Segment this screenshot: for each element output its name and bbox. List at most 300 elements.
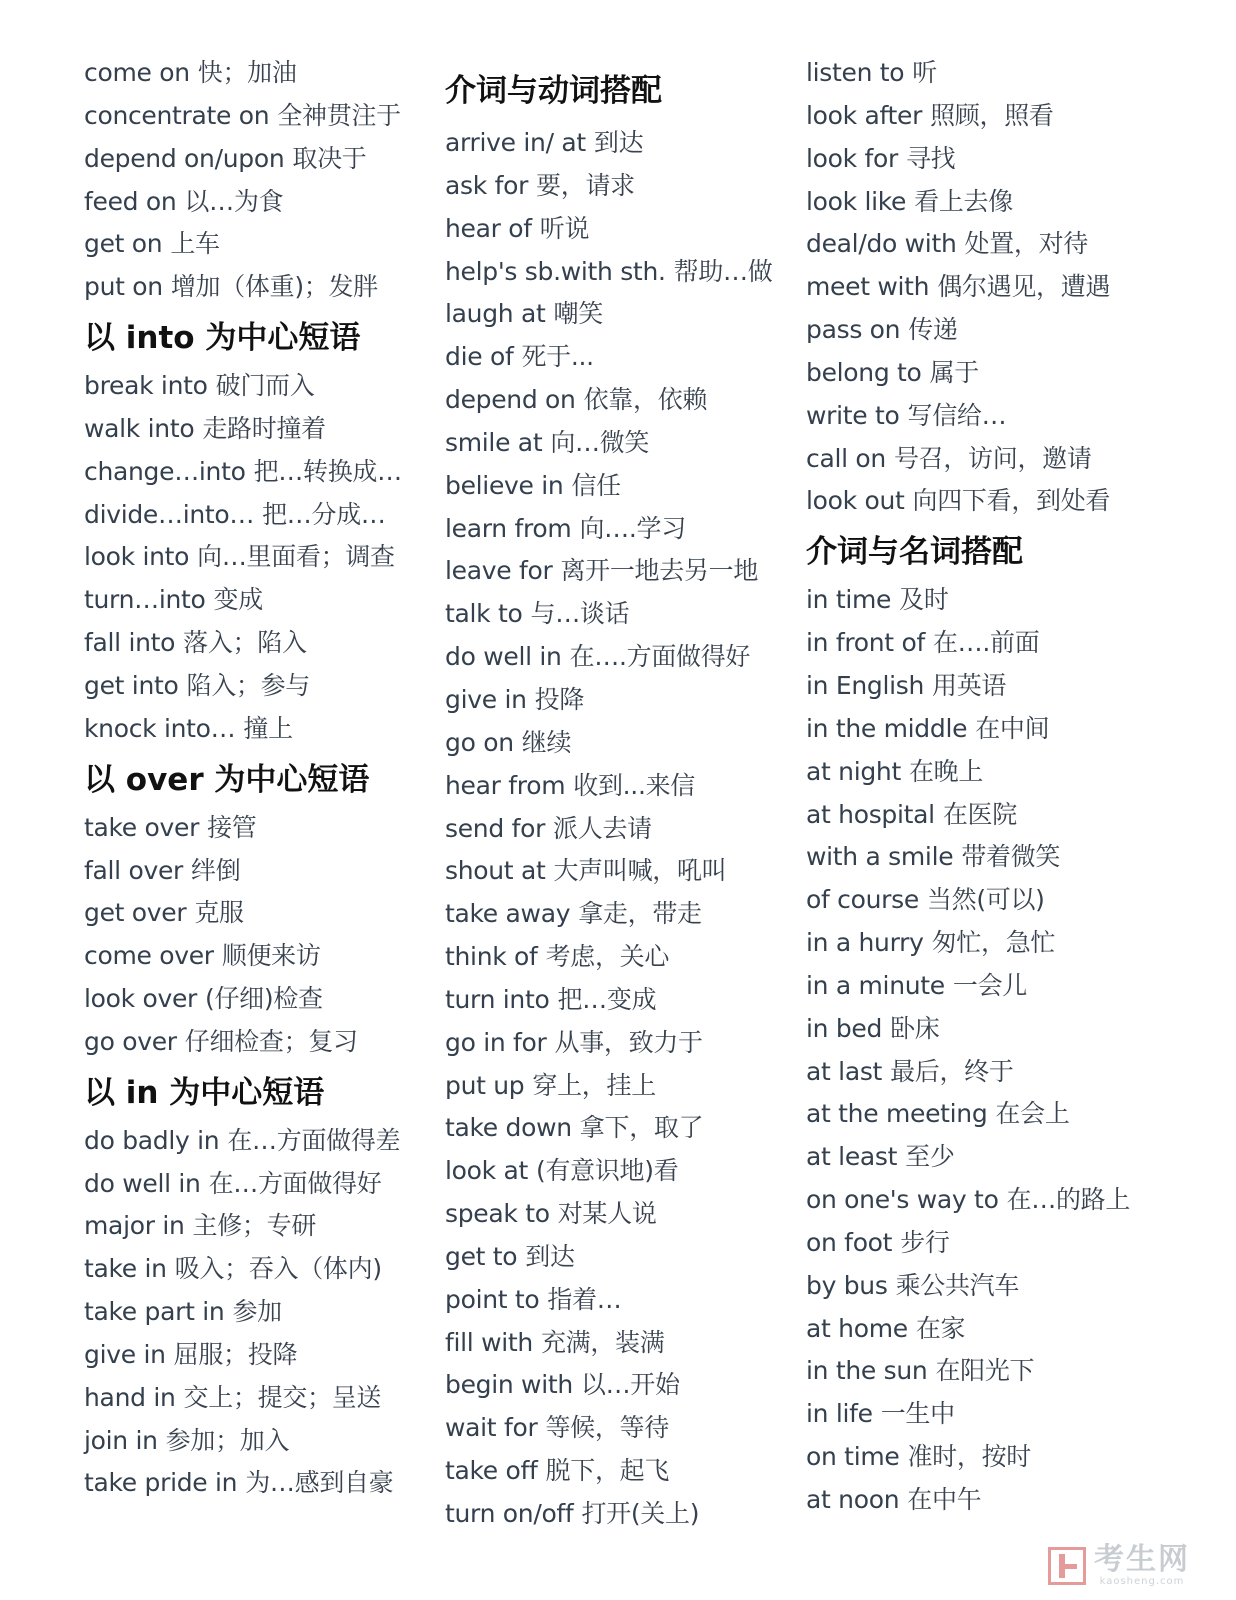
phrase-english: look like [806, 186, 907, 216]
phrase-english: break into [84, 371, 208, 401]
phrase-item [445, 208, 795, 251]
phrase-english: get over [84, 898, 187, 928]
phrase-english: turn…into [84, 585, 206, 615]
phrase-item [84, 1291, 434, 1334]
phrase-chinese: 在阳光下 [935, 1356, 1035, 1386]
phrase-item [445, 122, 795, 165]
phrase-english: in front of [806, 628, 925, 658]
phrase-item [806, 708, 1206, 751]
phrase-english: change…into [84, 456, 246, 486]
phrase-item [84, 266, 434, 309]
phrase-english: talk to [445, 599, 523, 629]
phrase-english: believe in [445, 470, 564, 500]
phrase-english: deal/do with [806, 229, 957, 259]
phrase-item [806, 965, 1206, 1008]
phrase-english: take over [84, 812, 200, 842]
phrase-english: smile at [445, 427, 543, 457]
phrase-chinese: 及时 [899, 585, 949, 615]
phrase-english: point to [445, 1284, 540, 1314]
phrase-english: depend on/upon [84, 143, 285, 173]
phrase-item [84, 1334, 434, 1377]
phrase-item [84, 978, 434, 1021]
phrase-item [445, 1107, 795, 1150]
phrase-english: learn from [445, 513, 572, 543]
phrase-english: leave for [445, 556, 553, 586]
phrase-item [806, 665, 1206, 708]
phrase-chinese: 在医院 [942, 799, 1017, 829]
phrase-item [445, 1493, 795, 1536]
phrase-item [445, 336, 795, 379]
phrase-chinese: 匆忙，急忙 [931, 928, 1056, 958]
phrase-chinese: 在…的路上 [1006, 1185, 1131, 1215]
phrase-english: in bed [806, 1013, 883, 1043]
phrase-chinese: 等候，等待 [545, 1413, 669, 1443]
phrase-english: on time [806, 1442, 900, 1472]
phrase-item [806, 395, 1206, 438]
phrase-chinese: 向四下看，到处看 [912, 486, 1111, 516]
phrase-english: at hospital [806, 799, 935, 829]
phrase-english: shout at [445, 856, 546, 886]
phrase-chinese: 仔细检查；复习 [184, 1026, 358, 1056]
phrase-chinese: 以…开始 [580, 1370, 680, 1400]
phrase-item [445, 1364, 795, 1407]
phrase-item [806, 266, 1206, 309]
phrase-item [445, 1450, 795, 1493]
phrase-chinese: 看上去像 [914, 186, 1013, 216]
phrase-english: hear of [445, 213, 532, 243]
phrase-chinese: 最后，终于 [890, 1056, 1014, 1086]
phrase-chinese: 听说 [539, 213, 590, 243]
phrase-chinese: 在….方面做得好 [569, 642, 751, 672]
phrase-english: pass on [806, 315, 901, 345]
phrase-item [806, 1393, 1206, 1436]
phrase-english: take down [445, 1113, 572, 1143]
phrase-english: in English [806, 670, 925, 700]
phrase-english: concentrate on [84, 100, 270, 130]
phrase-chinese: 到达 [525, 1241, 575, 1271]
phrase-chinese: 快；加油 [197, 58, 297, 87]
phrase-item [806, 480, 1206, 523]
phrase-chinese: 号召，访问，邀请 [893, 443, 1092, 473]
phrase-item [84, 408, 434, 451]
phrase-chinese: 属于 [929, 357, 979, 387]
phrase-english: belong to [806, 357, 922, 387]
phrase-item [806, 438, 1206, 481]
phrase-item [84, 850, 434, 893]
phrase-item [806, 95, 1206, 138]
phrase-item [806, 1479, 1206, 1522]
phrase-chinese: 以…为食 [184, 186, 284, 216]
phrase-chinese: 卧床 [890, 1013, 940, 1043]
phrase-chinese: 处置，对待 [964, 229, 1089, 259]
phrase-chinese: 把…转换成… [253, 456, 402, 486]
phrase-english: at noon [806, 1485, 900, 1514]
phrase-item [84, 138, 434, 181]
section-heading: 介词与动词搭配 [445, 73, 662, 109]
phrase-chinese: 要，请求 [536, 170, 635, 200]
phrase-item [84, 494, 434, 537]
phrase-english: write to [806, 400, 900, 430]
phrase-chinese: 把…分成… [262, 499, 386, 529]
phrase-item [445, 850, 795, 893]
phrase-item [445, 251, 795, 294]
phrase-item [806, 352, 1206, 395]
watermark-logo-icon [1048, 1547, 1086, 1585]
phrase-chinese: 向…微笑 [550, 427, 650, 457]
phrase-chinese: 帮助…做 [673, 256, 773, 286]
section-heading: 以 in 为中心短语 [84, 1074, 325, 1111]
phrase-chinese: 大声叫喊，吼叫 [553, 856, 727, 886]
phrase-english: in a minute [806, 970, 945, 1000]
phrase-item [84, 365, 434, 408]
phrase-chinese: 听 [912, 58, 937, 87]
section-heading: 以 into 为中心短语 [84, 320, 361, 357]
phrase-chinese: 与…谈话 [530, 599, 630, 629]
phrase-chinese: 带着微笑 [961, 842, 1061, 872]
phrase-item [445, 679, 795, 722]
phrase-chinese: 对某人说 [557, 1199, 657, 1229]
phrase-english: begin with [445, 1370, 573, 1400]
phrase-english: get on [84, 229, 163, 259]
phrase-item [84, 807, 434, 850]
section-heading: 以 over 为中心短语 [84, 761, 370, 798]
phrase-english: fall into [84, 628, 176, 658]
phrase-item [84, 1248, 434, 1291]
phrase-english: at least [806, 1142, 898, 1172]
phrase-chinese: 到达 [593, 128, 644, 157]
phrase-item [806, 52, 1206, 95]
phrase-item [445, 1193, 795, 1236]
phrase-item [84, 622, 434, 665]
phrase-item [806, 138, 1206, 181]
phrase-english: at last [806, 1056, 883, 1086]
phrase-item [445, 293, 795, 336]
phrase-chinese: 一会儿 [952, 970, 1027, 1000]
phrase-item [84, 95, 434, 138]
phrase-english: look for [806, 143, 898, 173]
phrase-english: go on [445, 727, 514, 757]
phrase-chinese: 嘲笑 [553, 299, 603, 329]
phrase-english: put up [445, 1070, 525, 1100]
phrase-english: in life [806, 1399, 873, 1429]
phrase-chinese: 偶尔遇见，遭遇 [937, 272, 1111, 302]
phrase-english: on one's way to [806, 1185, 999, 1215]
phrase-item [84, 1120, 434, 1163]
phrase-item [806, 879, 1206, 922]
phrase-chinese: 在…方面做得好 [208, 1168, 382, 1198]
phrase-english: take off [445, 1456, 538, 1486]
watermark [1048, 1544, 1190, 1588]
phrase-chinese: 至少 [905, 1142, 955, 1172]
phrase-chinese: 向….学习 [579, 513, 686, 543]
phrase-chinese: 参加；加入 [165, 1425, 290, 1455]
phrase-english: give in [84, 1339, 166, 1369]
phrase-chinese: 打开(关上) [581, 1499, 700, 1528]
phrase-item [806, 1136, 1206, 1179]
phrase-english: look out [806, 486, 905, 516]
phrase-english: send for [445, 813, 546, 843]
phrase-item [84, 451, 434, 494]
phrase-chinese: 主修；专研 [192, 1211, 317, 1241]
phrase-item [84, 1021, 434, 1064]
phrase-chinese: 在….前面 [932, 628, 1040, 658]
phrase-chinese: 指着… [547, 1284, 622, 1314]
phrase-english: take in [84, 1254, 167, 1284]
phrase-english: get to [445, 1241, 518, 1271]
phrase-chinese: 屈服；投降 [173, 1339, 298, 1369]
phrase-chinese: 信任 [571, 470, 621, 500]
phrase-english: in time [806, 585, 892, 615]
phrase-english: fill with [445, 1327, 533, 1357]
phrase-item [84, 892, 434, 935]
phrase-item [806, 1093, 1206, 1136]
phrase-item [806, 181, 1206, 224]
phrase-chinese: 拿走，带走 [578, 899, 702, 929]
phrase-item [806, 1222, 1206, 1265]
phrase-chinese: 收到...来信 [573, 770, 695, 800]
phrase-english: hand in [84, 1382, 176, 1412]
phrase-english: look at [445, 1156, 528, 1186]
phrase-english: major in [84, 1211, 185, 1241]
phrase-item [445, 722, 795, 765]
phrase-chinese: 在家 [915, 1313, 966, 1343]
phrase-english: at home [806, 1313, 908, 1343]
phrase-english: listen to [806, 58, 905, 87]
phrase-chinese: 上车 [170, 229, 220, 259]
phrase-item [84, 536, 434, 579]
phrase-english: wait for [445, 1413, 538, 1443]
phrase-chinese: 死于... [521, 342, 594, 372]
phrase-item [445, 979, 795, 1022]
phrase-item [806, 223, 1206, 266]
phrase-item [84, 935, 434, 978]
phrase-item [445, 893, 795, 936]
phrase-chinese: 落入；陷入 [183, 628, 307, 658]
phrase-item [806, 794, 1206, 837]
phrase-chinese: 考虑，关心 [545, 942, 670, 972]
watermark-text: 考生网 [1094, 1542, 1190, 1577]
phrase-chinese: 在中间 [975, 713, 1050, 743]
phrase-chinese: 离开一地去另一地 [560, 556, 759, 586]
phrase-chinese: 变成 [213, 585, 263, 615]
phrase-chinese: 乘公共汽车 [895, 1270, 1020, 1300]
phrase-chinese: 依靠，依赖 [583, 385, 708, 415]
phrase-item [84, 223, 434, 266]
phrase-item [445, 1279, 795, 1322]
phrase-english: come over [84, 941, 214, 971]
phrase-item [445, 1407, 795, 1450]
phrase-chinese: 增加（体重)；发胖 [170, 272, 378, 302]
phrase-item [84, 1377, 434, 1420]
phrase-chinese: 穿上，挂上 [532, 1070, 656, 1100]
phrase-chinese: 从事，致力于 [554, 1027, 703, 1057]
phrase-english: get into [84, 670, 179, 700]
phrase-chinese: 准时，按时 [907, 1442, 1031, 1472]
phrase-item [806, 751, 1206, 794]
phrase-item [445, 165, 795, 208]
phrase-english: go over [84, 1026, 177, 1056]
phrase-chinese: 步行 [900, 1227, 950, 1257]
phrase-english: do well in [84, 1168, 201, 1198]
phrase-english: take part in [84, 1297, 225, 1327]
phrase-english: take pride in [84, 1468, 238, 1498]
phrase-item [445, 593, 795, 636]
phrase-english: in the middle [806, 713, 968, 743]
phrase-english: think of [445, 942, 538, 972]
phrase-english: look into [84, 542, 190, 572]
phrase-item [806, 1350, 1206, 1393]
phrase-chinese: 顺便来访 [221, 941, 321, 971]
phrase-chinese: 投降 [534, 684, 585, 714]
phrase-english: turn on/off [445, 1499, 574, 1528]
phrase-english: help's sb.with sth. [445, 256, 666, 286]
phrase-chinese: 破门而入 [215, 371, 315, 401]
phrase-english: put on [84, 272, 163, 302]
phrase-item [84, 579, 434, 622]
phrase-english: by bus [806, 1270, 888, 1300]
phrase-english: join in [84, 1425, 158, 1455]
phrase-english: fall over [84, 855, 184, 885]
phrase-chinese: 写信给… [907, 400, 1007, 430]
phrase-item [84, 181, 434, 224]
phrase-item [806, 1051, 1206, 1094]
phrase-english: look after [806, 100, 923, 130]
section-heading: 介词与名词搭配 [806, 534, 1023, 571]
phrase-english: come on [84, 58, 190, 87]
phrase-chinese: 参加 [232, 1297, 282, 1327]
phrase-item [445, 936, 795, 979]
phrase-english: on foot [806, 1227, 893, 1257]
phrase-item [84, 665, 434, 708]
phrase-item [445, 765, 795, 808]
phrase-chinese: 照顾，照看 [930, 100, 1054, 130]
phrase-english: divide…into… [84, 499, 255, 529]
phrase-item [445, 1236, 795, 1279]
phrase-item [445, 1065, 795, 1108]
phrase-item [806, 1436, 1206, 1479]
phrase-chinese: 取决于 [292, 143, 367, 173]
phrase-chinese: 充满，装满 [540, 1327, 665, 1357]
phrase-chinese: 在中午 [907, 1485, 982, 1514]
phrase-english: knock into… [84, 713, 236, 743]
phrase-item [806, 922, 1206, 965]
phrase-english: call on [806, 443, 886, 473]
phrase-chinese: 在…方面做得差 [227, 1125, 401, 1155]
phrase-english: go in for [445, 1027, 547, 1057]
phrase-item [84, 52, 434, 95]
phrase-english: feed on [84, 186, 177, 216]
phrase-item [445, 636, 795, 679]
phrase-chinese: 为…感到自豪 [245, 1468, 394, 1498]
phrase-item [84, 1163, 434, 1206]
phrase-item [806, 309, 1206, 352]
phrase-chinese: 继续 [521, 727, 572, 757]
phrase-chinese: 一生中 [880, 1399, 955, 1429]
phrase-chinese: 向…里面看；调查 [197, 542, 395, 572]
phrase-item [445, 1322, 795, 1365]
phrase-english: arrive in/ at [445, 128, 586, 157]
phrase-english: turn into [445, 984, 550, 1014]
phrase-english: do badly in [84, 1125, 220, 1155]
phrase-item [445, 808, 795, 851]
phrase-item [806, 622, 1206, 665]
phrase-chinese: 把…变成 [557, 984, 657, 1014]
phrase-chinese: (有意识地)看 [535, 1156, 679, 1186]
phrase-chinese: 用英语 [932, 670, 1007, 700]
phrase-item [84, 1205, 434, 1248]
phrase-item [806, 836, 1206, 879]
column-1 [84, 52, 434, 1505]
phrase-english: at the meeting [806, 1099, 988, 1129]
phrase-item [445, 379, 795, 422]
phrase-item [806, 1179, 1206, 1222]
phrase-chinese: 陷入；参与 [186, 670, 311, 700]
phrase-chinese: 在晚上 [908, 756, 984, 786]
phrase-english: die of [445, 342, 514, 372]
phrase-chinese: 当然(可以) [926, 885, 1045, 915]
phrase-english: take away [445, 899, 571, 929]
watermark-url: kaosheng.com [1099, 1576, 1185, 1587]
phrase-english: look over [84, 984, 198, 1014]
phrase-english: depend on [445, 385, 576, 415]
phrase-chinese: 接管 [207, 812, 257, 842]
phrase-item [84, 1420, 434, 1463]
phrase-chinese: 克服 [194, 898, 244, 928]
phrase-chinese: 绊倒 [191, 855, 241, 885]
phrase-english: do well in [445, 642, 562, 672]
phrase-english: with a smile [806, 842, 954, 872]
phrase-item [84, 1462, 434, 1505]
phrase-item [445, 550, 795, 593]
phrase-item [806, 1008, 1206, 1051]
phrase-english: walk into [84, 413, 195, 443]
phrase-english: laugh at [445, 299, 546, 329]
phrase-english: of course [806, 885, 919, 915]
phrase-chinese: 吸入；吞入（体内) [174, 1254, 382, 1284]
phrase-chinese: 脱下，起飞 [545, 1456, 670, 1486]
phrase-chinese: 寻找 [905, 143, 956, 173]
phrase-chinese: 交上；提交；呈送 [183, 1382, 382, 1412]
phrase-english: give in [445, 684, 527, 714]
phrase-chinese: 撞上 [243, 713, 293, 743]
phrase-item [445, 508, 795, 551]
phrase-english: in the sun [806, 1356, 928, 1386]
column-2 [445, 52, 795, 1536]
phrase-english: speak to [445, 1199, 550, 1229]
phrase-item [445, 1150, 795, 1193]
phrase-chinese: 传递 [908, 315, 958, 345]
column-3 [806, 52, 1206, 1522]
phrase-chinese: 全神贯注于 [277, 100, 401, 130]
phrase-item [445, 1022, 795, 1065]
phrase-english: hear from [445, 770, 566, 800]
phrase-english: at night [806, 756, 901, 786]
phrase-english: ask for [445, 170, 529, 200]
phrase-item [445, 465, 795, 508]
phrase-chinese: 派人去请 [553, 813, 652, 843]
phrase-chinese: 拿下，取了 [579, 1113, 704, 1143]
phrase-item [445, 422, 795, 465]
phrase-chinese: 走路时撞着 [202, 413, 326, 443]
phrase-item [806, 1265, 1206, 1308]
phrase-english: in a hurry [806, 928, 924, 958]
phrase-chinese: 在会上 [995, 1099, 1070, 1129]
phrase-item [806, 1308, 1206, 1351]
phrase-english: meet with [806, 272, 930, 302]
phrase-item [84, 708, 434, 751]
phrase-item [806, 579, 1206, 622]
phrase-chinese: (仔细)检查 [205, 984, 323, 1014]
